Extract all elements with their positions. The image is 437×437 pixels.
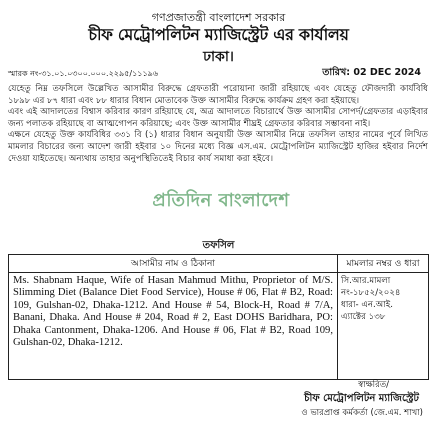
signature-label: স্বাক্ষরিত/ — [358, 380, 389, 390]
case-number-section — [338, 273, 429, 380]
column-header-accused: আসামীর নাম ও ঠিকানা — [9, 255, 338, 273]
memo-number: স্মারক নং-৩১.০১.০৩০০.০০০.২২৯৫/১১১৯৬ — [8, 69, 159, 78]
table-row — [9, 273, 429, 380]
case-line-2: নং-১৮৫২/২০২৪ — [341, 288, 401, 298]
government-heading: গণপ্রজাতন্ত্রী বাংলাদেশ সরকার — [151, 11, 286, 24]
case-line-1: সি.আর.মামলা — [341, 276, 391, 286]
signature-subtitle: ও ভারপ্রাপ্ত কর্মকর্তা (জে.এম. শাখা) — [301, 408, 423, 418]
schedule-table — [8, 254, 429, 380]
body-paragraph-2: এবং এই আদালতের বিশ্বাস করিবার কারণ রহিয়াছে যে, অত্র আদালতে বিচারার্থে উক্ত আসামীর সোপর্দ/গ্রেফতার এড়াইবার জন্য পলাতক রহিয়াছে বা আত্মগোপন করিয়াছে; এবং উক্ত আসামীর শীঘ্রই গ্রেফতার করিবার সম্ভাবনা নাই। — [8, 107, 428, 129]
memo-date: তারিখ: 02 DEC 2024 — [322, 67, 421, 78]
accused-name-address: Ms. Shabnam Haque, Wife of Hasan Mahmud Mithu, Proprietor of M/S. Slimming Diet (Balance Diet Food Service), House # 06, Flat # B2, Road: 109, Gulshan-02, Dhaka-1212. And House # 54, Block-H, Road # 7/A, Banani, Dhaka. And House # 204, Road # 2, East DOHS Baridhara, PO: Dhaka Cantonment, Dhaka-1206. And House # 06, Flat # B2, Road 109, Gulshan-02, Dhaka-1212. — [9, 273, 338, 380]
case-line-3: ধারা- এন.আই. — [341, 300, 393, 310]
body-paragraph-3: এক্ষনে যেহেতু উক্ত কার্যবিধির ৩৩১ বি (১) ধারার বিধান অনুযায়ী উক্ত আসামীর নিম্নে তফসিল তাহার নামের পূর্বে লিখিত মামলার বিচারের জন্য আদেশ জারী হইবার ১০ দিনের মধ্যে বিজ্ঞ এস.এম. মেট্রোপলিটন ম্যাজিস্ট্রেট হাজির হইবার নির্দেশ দেওয়া যাইতেছে। অন্যথায় তাহার অনুপস্থিতিতেই বিচার কার্য সমাধা করা হইবে। — [8, 130, 428, 164]
office-city: ঢাকা। — [203, 49, 234, 65]
newspaper-watermark: প্রতিদিন বাংলাদেশ — [152, 190, 290, 211]
body-paragraph-1: যেহেতু নিম্ন তফসিলে উল্লেখিত আসামীর বিরুদ্ধে গ্রেফতারী পরোয়ানা জারী রহিয়াছে এবং যেহেতু ফৌজদারী কার্যবিধি ১৮৯৮ এর ৮৭ ধারা এবং ৮৮ ধারার বিধান মোতাবেক উক্ত আসামীর বিরুদ্ধে কার্যক্রম গ্রহণ করা হইয়াছে। — [8, 84, 428, 106]
column-header-case: মামলার নম্বর ও ধারা — [338, 255, 429, 273]
notice-body — [8, 84, 428, 165]
signature-title: চীফ মেট্রোপলিটন ম্যাজিস্ট্রেট — [304, 393, 419, 404]
case-line-4: এ্যাক্টের ১৩৮ — [341, 312, 386, 322]
table-header-row — [9, 255, 429, 273]
office-title: চীফ মেট্রোপলিটন ম্যাজিস্ট্রেট এর কার্যালয় — [88, 25, 349, 44]
schedule-title: তফসিল — [202, 240, 235, 251]
